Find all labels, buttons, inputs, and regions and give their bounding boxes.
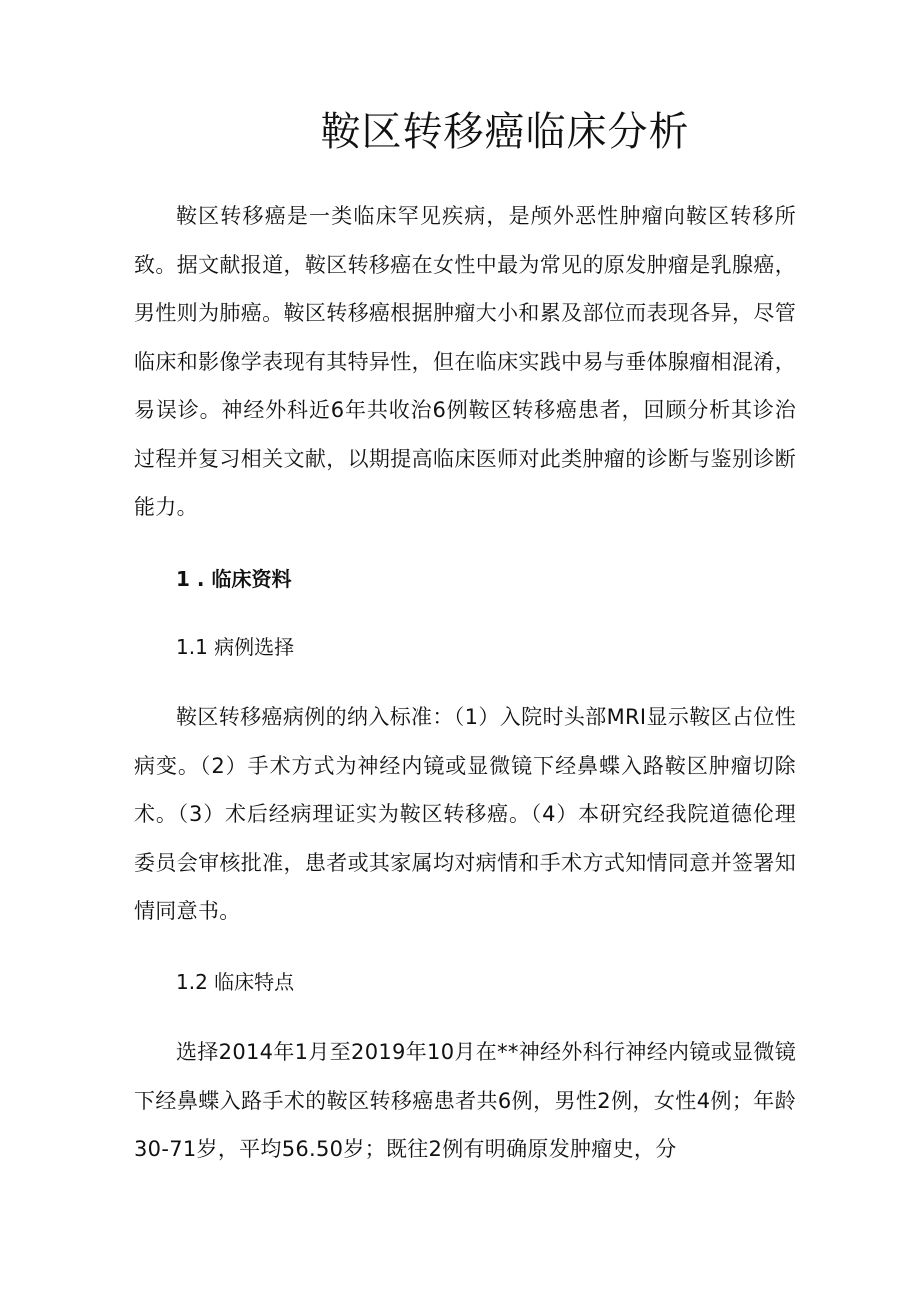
section-1-1-paragraph: 鞍区转移癌病例的纳入标准：（1）入院时头部MRI显示鞍区占位性病变。（2）手术方式为神经内镜或显微镜下经鼻蝶入路鞍区肿瘤切除术。（3）术后经病理证实为鞍区转移癌。（4）本研究经我院道德伦理委员会审核批准，患者或其家属均对病情和手术方式知情同意并签署知情同意书。 <box>134 705 796 923</box>
section-1-2-paragraph: 选择2014年1月至2019年10月在**神经外科行神经内镜或显微镜下经鼻蝶入路手术的鞍区转移癌患者共6例，男性2例，女性4例；年龄30-71岁，平均56.50岁；既往2例有明确原发肿瘤史，分 <box>134 1040 796 1161</box>
section-1-1-heading: 1.1 病例选择 <box>176 635 295 659</box>
intro-paragraph: 鞍区转移癌是一类临床罕见疾病，是颅外恶性肿瘤向鞍区转移所致。据文献报道，鞍区转移癌在女性中最为常见的原发肿瘤是乳腺癌，男性则为肺癌。鞍区转移癌根据肿瘤大小和累及部位而表现各异，尽管临床和影像学表现有其特异性，但在临床实践中易与垂体腺瘤相混淆，易误诊。神经外科近6年共收治6例鞍区转移癌患者，回顾分析其诊治过程并复习相关文献，以期提高临床医师对此类肿瘤的诊断与鉴别诊断能力。 <box>134 204 796 519</box>
section-1-2-heading: 1.2 临床特点 <box>176 970 295 994</box>
section-1-heading: 1 . 临床资料 <box>176 567 292 591</box>
document-title: 鞍区转移癌临床分析 <box>320 109 690 155</box>
